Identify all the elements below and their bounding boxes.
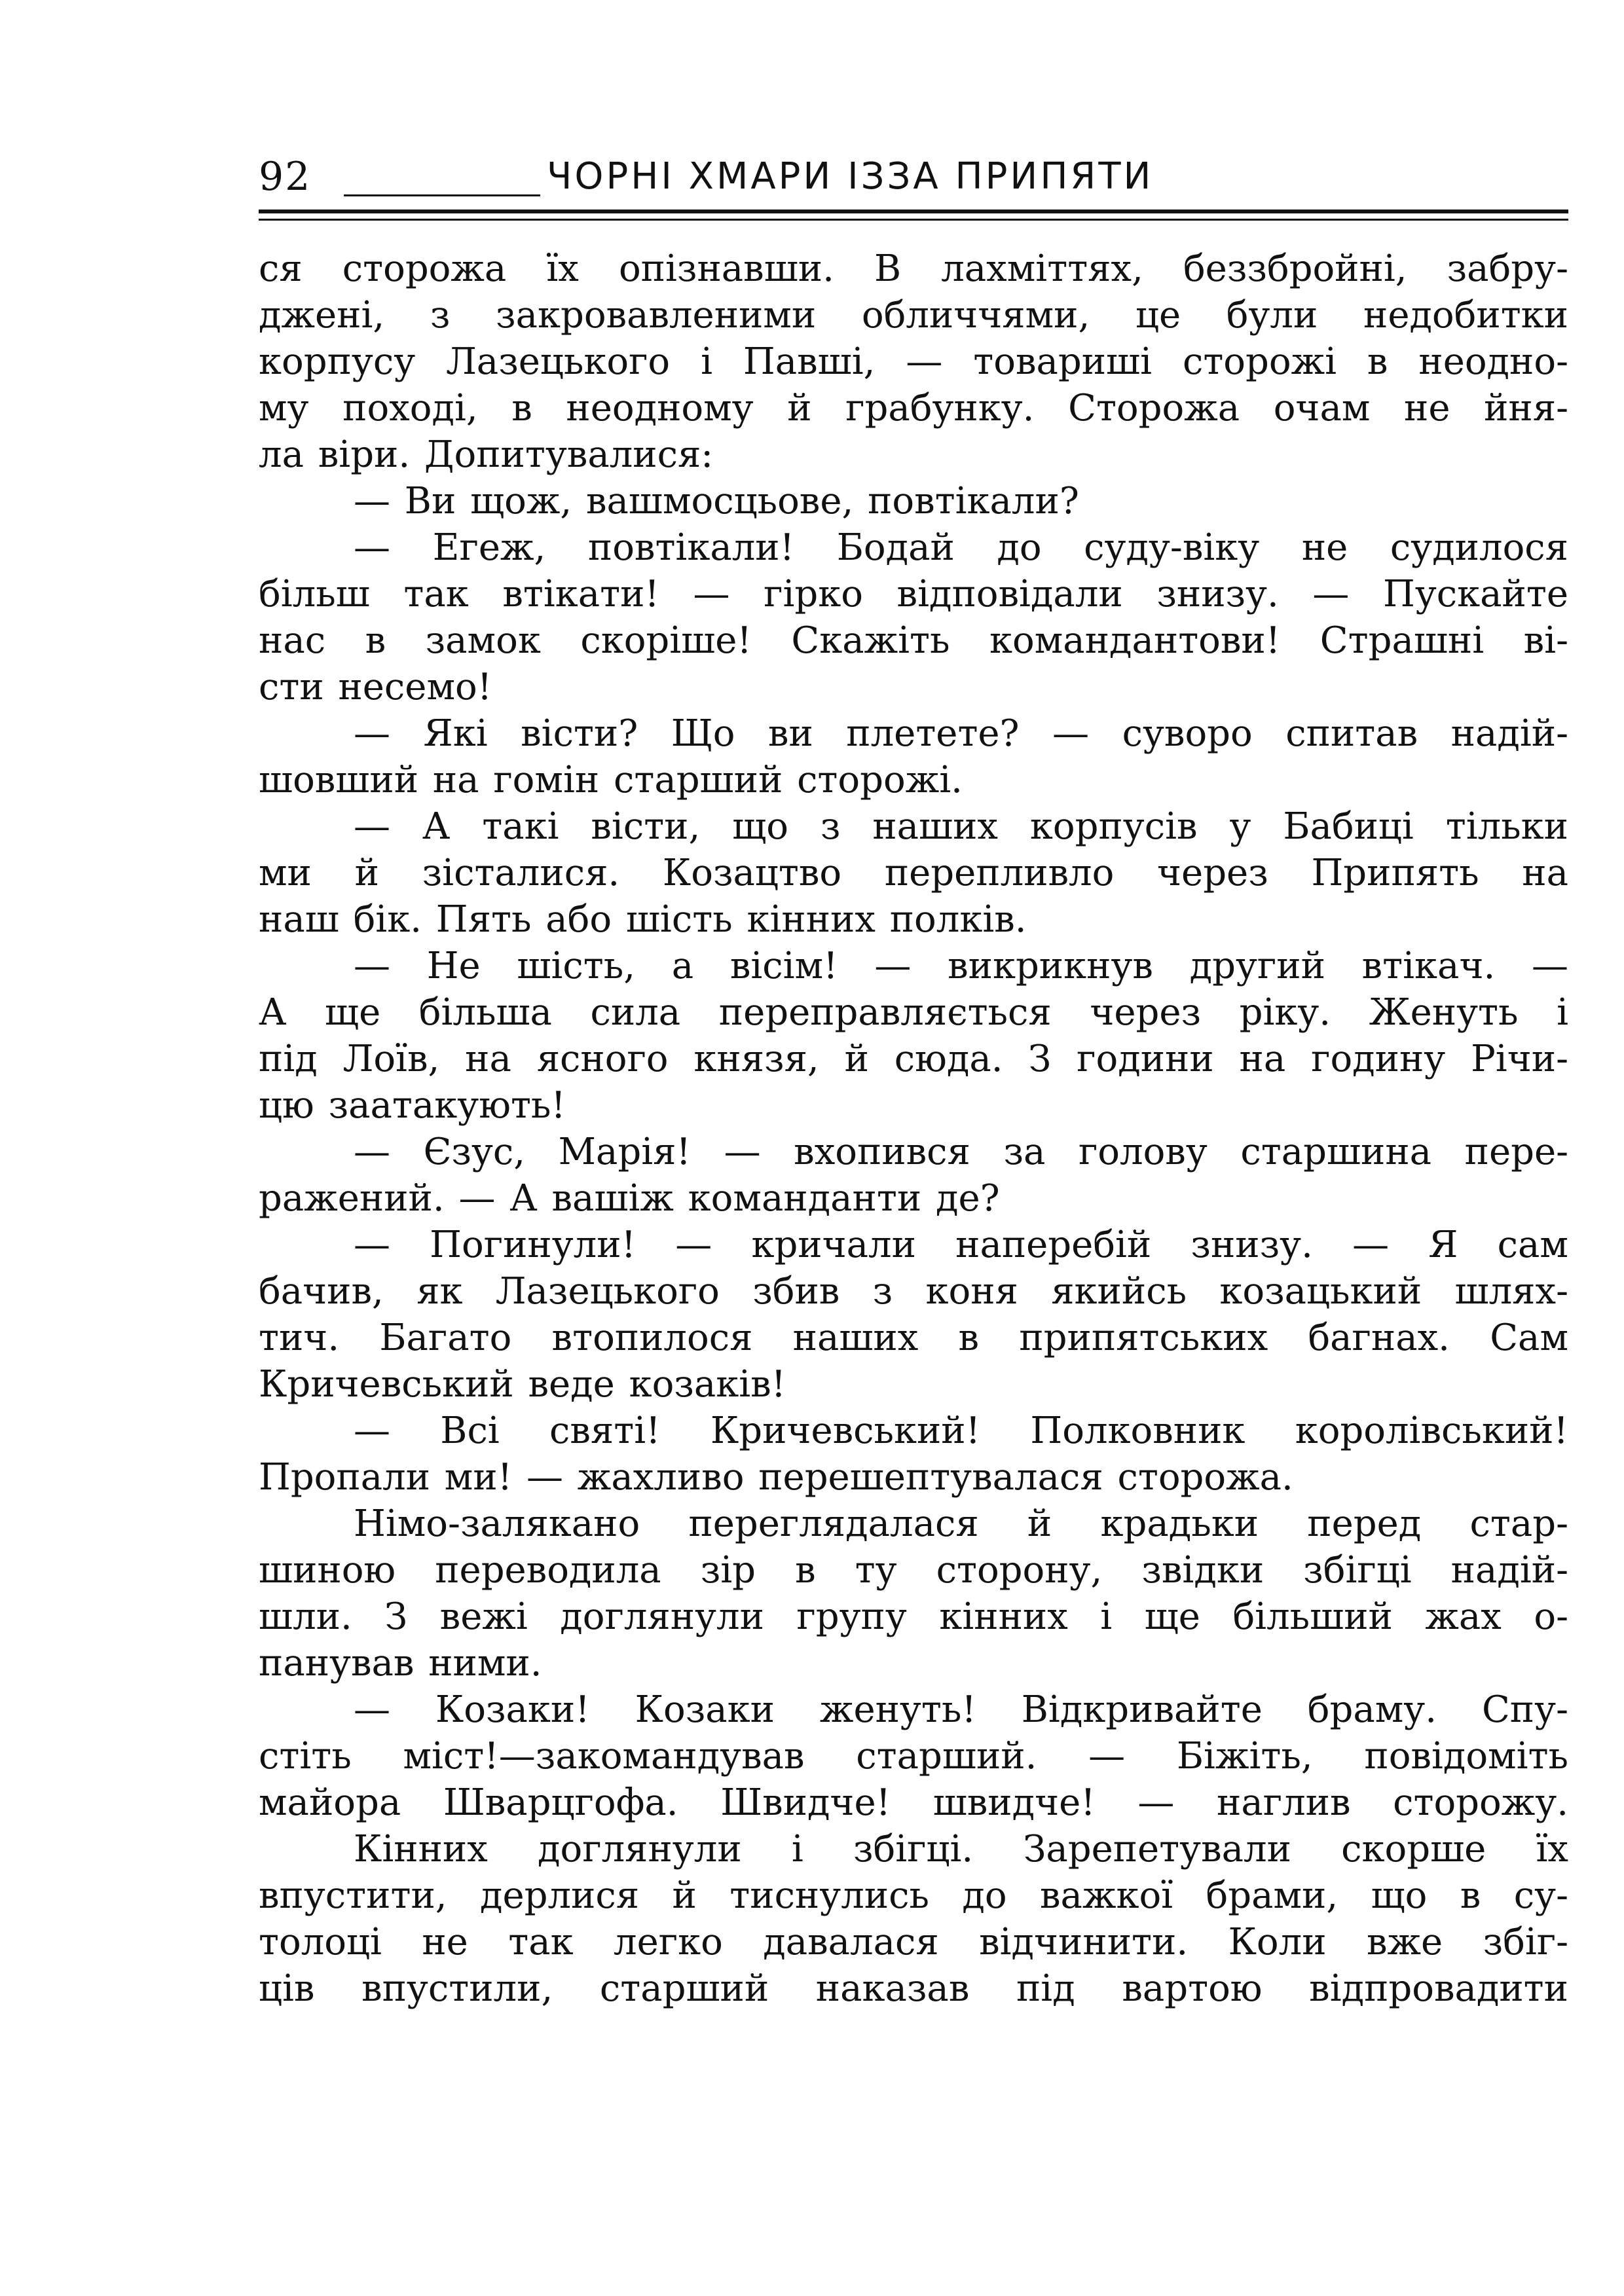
text-line: тич. Багато втопилося наших в припятських багнах. Сам bbox=[259, 1317, 1568, 1359]
text-line: — Які вісти? Що ви плетете? — суворо спитав надій- bbox=[354, 712, 1568, 755]
page-number: 92 bbox=[259, 154, 312, 200]
text-line: ражений. — А вашіж команданти де? bbox=[259, 1177, 1000, 1220]
text-line: — Егеж, повтікали! Бодай до суду-віку не судилося bbox=[354, 526, 1568, 569]
text-line: шли. З вежі доглянули групу кінних і ще більший жах о- bbox=[259, 1595, 1568, 1638]
text-line: — Не шість, а вісім! — викрикнув другий втікач. — bbox=[354, 945, 1568, 987]
text-line: — А такі вісти, що з наших корпусів у Бабиці тільки bbox=[354, 805, 1568, 848]
text-line: толоці не так легко давалася відчинити. Коли вже збіг- bbox=[259, 1921, 1568, 1963]
text-line: наш бік. Пять або шість кінних полків. bbox=[259, 898, 1027, 941]
text-line: ся сторожа їх опізнавши. В лахміттях, беззбройні, забру- bbox=[259, 247, 1568, 290]
text-line: — Погинули! — кричали наперебій знизу. — Я сам bbox=[354, 1224, 1568, 1266]
text-line: А ще більша сила переправляється через ріку. Женуть і bbox=[259, 991, 1568, 1034]
text-line: майора Шварцгофа. Швидче! швидче! — наглив сторожу. bbox=[259, 1781, 1568, 1824]
text-line: — Всі святі! Кричевський! Полковник королівський! bbox=[354, 1410, 1568, 1452]
text-line: бачив, як Лазецького збив з коня якийсь козацький шлях- bbox=[259, 1270, 1568, 1313]
text-line: ців впустили, старший наказав під вартою відпровадити bbox=[259, 1967, 1568, 2010]
text-line: цю заатакують! bbox=[259, 1084, 566, 1127]
body-text bbox=[259, 246, 1568, 2012]
text-line: ми й зісталися. Козацтво перепливло через Припять на bbox=[259, 852, 1568, 894]
text-line: Пропали ми! — жахливо перешептувалася сторожа. bbox=[259, 1456, 1293, 1499]
text-line: Кричевський веде козаків! bbox=[259, 1363, 786, 1406]
header-rule-thick bbox=[259, 210, 1568, 213]
text-line: — Єзус, Марія! — вхопився за голову старшина пере- bbox=[354, 1131, 1568, 1173]
text-line: сти несемо! bbox=[259, 666, 492, 708]
text-line: під Лоїв, на ясного князя, й сюда. З години на годину Річи- bbox=[259, 1038, 1568, 1080]
header-dash-rule bbox=[344, 194, 540, 196]
text-line: більш так втікати! — гірко відповідали знизу. — Пускайте bbox=[259, 573, 1568, 615]
text-line: джені, з закровавленими обличчями, це були недобитки bbox=[259, 294, 1568, 337]
running-title: ЧОРНІ ХМАРИ ІЗЗА ПРИПЯТИ bbox=[547, 155, 1154, 198]
text-line: Кінних доглянули і збігці. Зарепетували скорше їх bbox=[354, 1828, 1568, 1870]
text-line: шовший на гомін старший сторожі. bbox=[259, 759, 963, 801]
text-line: нас в замок скоріше! Скажіть командантови! Страшні ві- bbox=[259, 619, 1568, 662]
text-line: впустити, дерлися й тиснулись до важкої брами, що в су- bbox=[259, 1874, 1568, 1917]
text-line: стіть міст!—закомандував старший. — Біжіть, повідоміть bbox=[259, 1735, 1568, 1777]
text-line: ла віри. Допитувалися: bbox=[259, 433, 714, 476]
text-line: Німо-залякано переглядалася й крадьки перед стар- bbox=[354, 1503, 1568, 1545]
running-header bbox=[259, 154, 1568, 200]
text-line: му поході, в неодному й грабунку. Сторожа очам не йня- bbox=[259, 387, 1568, 429]
text-line: — Ви щож, вашмосцьове, повтікали? bbox=[354, 480, 1079, 522]
text-line: шиною переводила зір в ту сторону, звідки збігці надій- bbox=[259, 1549, 1568, 1592]
text-line: — Козаки! Козаки женуть! Відкривайте браму. Спу- bbox=[354, 1688, 1568, 1731]
text-line: корпусу Лазецького і Павші, — товариші сторожі в неодно- bbox=[259, 340, 1568, 383]
header-rule-thin bbox=[259, 219, 1568, 221]
text-line: панував ними. bbox=[259, 1642, 542, 1685]
